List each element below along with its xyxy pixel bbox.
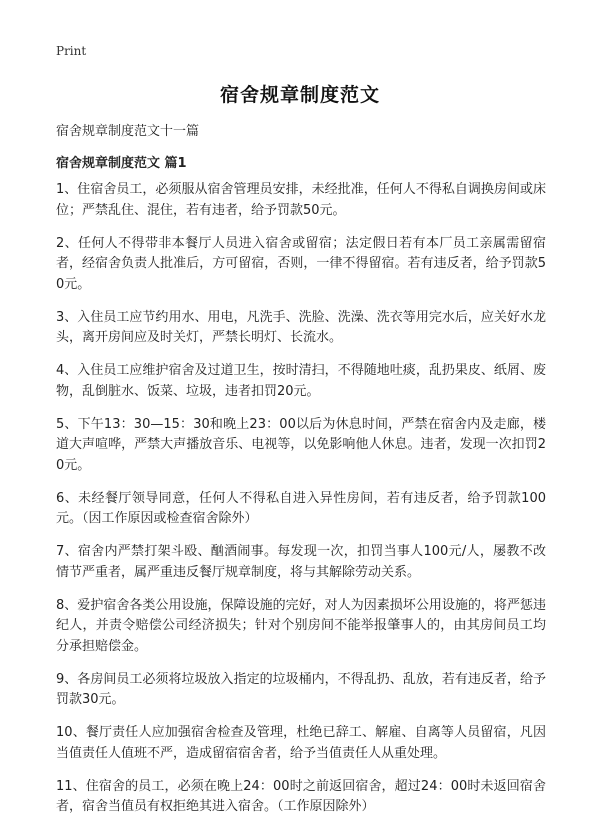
rule-item: 10、餐厅责任人应加强宿舍检查及管理，杜绝已辞工、解雇、自离等人员留宿，凡因当值责任人值班不严，造成留宿宿舍者，给予当值责任人从重处理。 bbox=[56, 725, 546, 761]
page-title: 宿舍规章制度范文 bbox=[219, 84, 380, 106]
rule-item: 4、入住员工应维护宿舍及过道卫生，按时清扫，不得随地吐痰，乱扔果皮、纸屑、废物，乱倒脏水、饭菜、垃圾，违者扣罚20元。 bbox=[56, 363, 546, 399]
rules-list bbox=[56, 180, 546, 830]
rule-item: 5、下午13：30—15：30和晚上23：00以后为休息时间，严禁在宿舍内及走廊，楼道大声喧哗，严禁大声播放音乐、电视等，以免影响他人休息。违者，发现一次扣罚20元。 bbox=[56, 416, 546, 473]
print-link[interactable]: Print bbox=[56, 44, 87, 58]
rule-item: 1、住宿舍员工，必须服从宿舍管理员安排，未经批准，任何人不得私自调换房间或床位；严禁乱住、混住，若有违者，给予罚款50元。 bbox=[56, 182, 546, 218]
section-heading: 宿舍规章制度范文 篇1 bbox=[56, 156, 187, 171]
rule-item: 2、任何人不得带非本餐厅人员进入宿舍或留宿；法定假日若有本厂员工亲属需留宿者，经宿舍负责人批准后，方可留宿，否则，一律不得留宿。若有违反者，给予罚款50元。 bbox=[56, 235, 546, 292]
document-subtitle: 宿舍规章制度范文十一篇 bbox=[56, 124, 200, 139]
rule-item: 7、宿舍内严禁打架斗殴、酗酒闹事。每发现一次，扣罚当事人100元/人，屡教不改情节严重者，属严重违反餐厅规章制度，将与其解除劳动关系。 bbox=[56, 544, 546, 580]
rule-item: 8、爱护宿舍各类公用设施，保障设施的完好，对人为因素损坏公用设施的，将严惩违纪人，并责令赔偿公司经济损失；针对个别房间不能举报肇事人的，由其房间员工均分承担赔偿金。 bbox=[56, 597, 546, 654]
rule-item: 9、各房间员工必须将垃圾放入指定的垃圾桶内，不得乱扔、乱放，若有违反者，给予罚款30元。 bbox=[56, 671, 546, 707]
rule-item: 11、住宿舍的员工，必须在晚上24：00时之前返回宿舍，超过24：00时未返回宿舍者，宿舍当值员有权拒绝其进入宿舍。（工作原因除外） bbox=[56, 778, 546, 814]
rule-item: 6、未经餐厅领导同意，任何人不得私自进入异性房间，若有违反者，给予罚款100元。（因工作原因或检查宿舍除外） bbox=[56, 490, 546, 526]
rule-item: 3、入住员工应节约用水、用电，凡洗手、洗脸、洗澡、洗衣等用完水后，应关好水龙头，离开房间应及时关灯，严禁长明灯、长流水。 bbox=[56, 309, 546, 345]
